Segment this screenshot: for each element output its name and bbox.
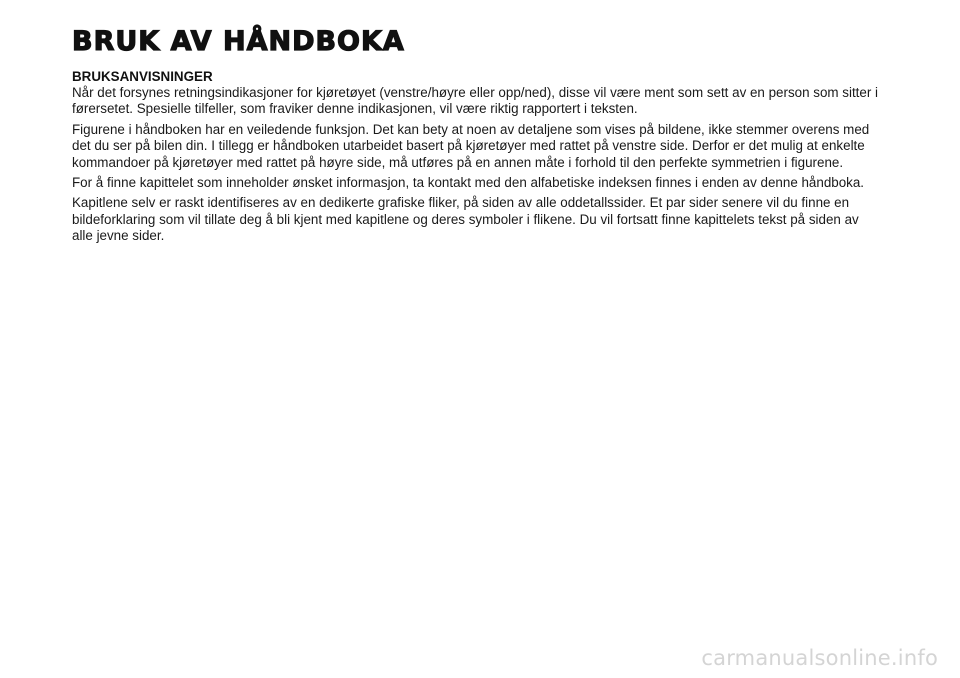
manual-page [72, 26, 882, 249]
paragraph-figures: Figurene i håndboken har en veiledende funksjon. Det kan bety at noen av detaljene som vises på bildene, ikke stemmer overens med det du ser på bilen din. I tillegg er håndboken utarbeidet basert på kjøretøyer med rattet på venstre side. Derfor er det mulig at enkelte kommandoer på kjøretøyer med rattet på høyre side, må utføres på en annen måte i forhold til den perfekte symmetrien i figurene. [72, 121, 870, 170]
paragraph-index: For å finne kapittelet som inneholder ønsket informasjon, ta kontakt med den alfabetiske indeksen finnes i enden av denne håndboka. [72, 175, 865, 191]
paragraph-directions: Når det forsynes retningsindikasjoner for kjøretøyet (venstre/høyre eller opp/ned), disse vil være ment som sett av en person som sitter i førersetet. Spesielle tilfeller, som fraviker denne indikasjonen, vil være riktig rapportert i teksten. [72, 85, 878, 117]
section-heading: BRUKSANVISNINGER [72, 69, 213, 84]
page-title: BRUK AV HÅNDBOKA [72, 26, 405, 57]
watermark: carmanualsonline.info [701, 646, 938, 670]
paragraph-chapters: Kapitlene selv er raskt identifiseres av en dedikerte grafiske fliker, på siden av alle oddetallssider. Et par sider senere vil du finne en bildeforklaring som vil tillate deg å bli kjent med kapitlene og deres symboler i flikene. Du vil fortsatt finne kapittelets tekst på siden av alle jevne sider. [72, 195, 859, 244]
